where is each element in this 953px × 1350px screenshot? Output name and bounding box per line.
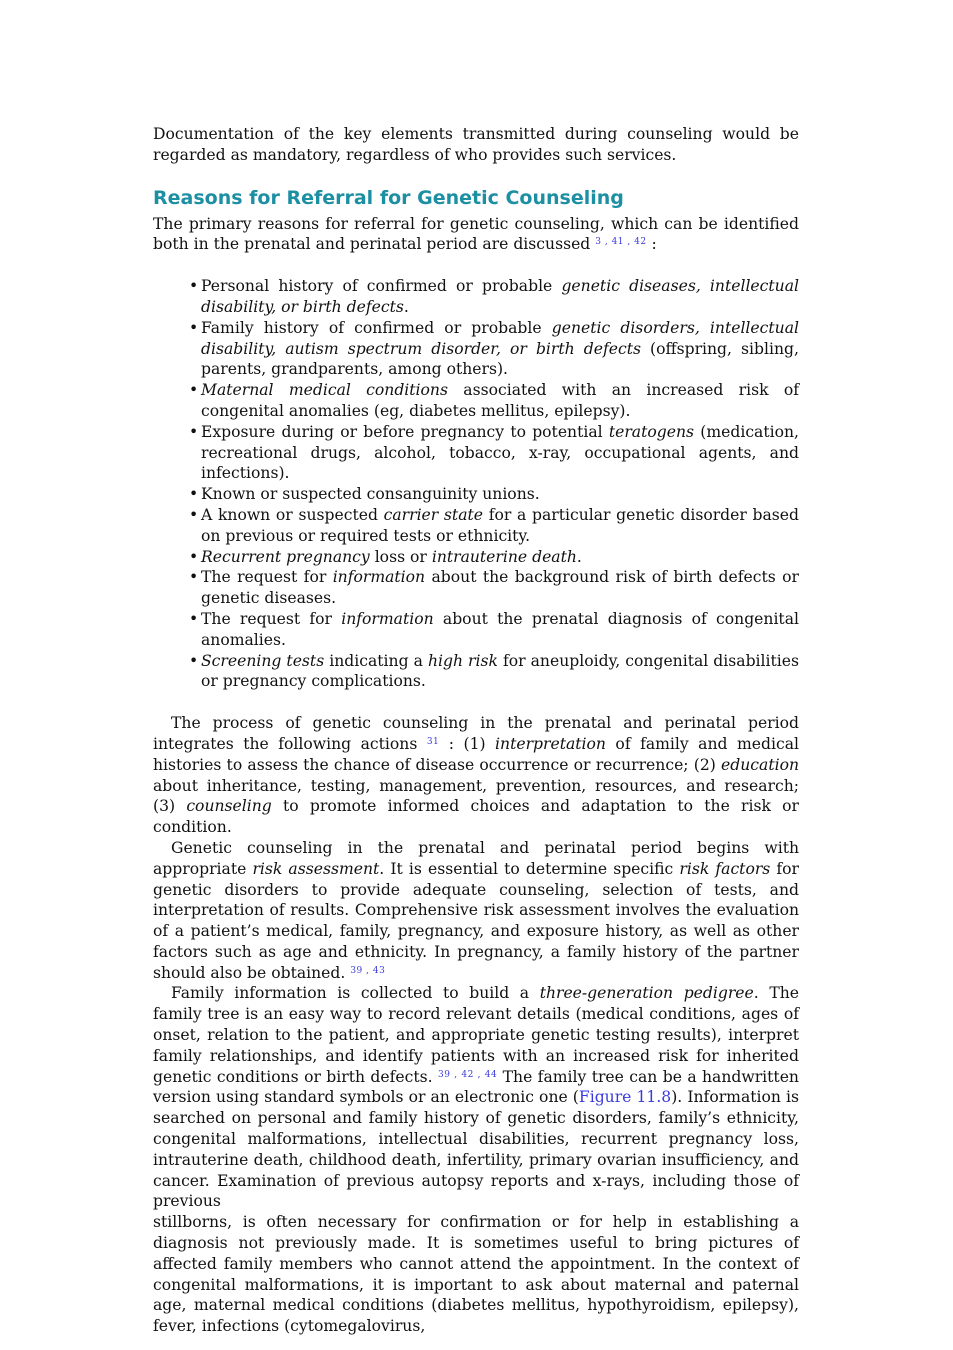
list-item: • Recurrent pregnancy loss or intrauterine death. bbox=[201, 547, 799, 568]
citation-ref[interactable]: 39 , 42 , 44 bbox=[437, 1069, 498, 1080]
figure-link[interactable]: Figure 11.8 bbox=[578, 1088, 672, 1107]
list-item: • The request for information about the background risk of birth defects or genetic diseases. bbox=[201, 567, 799, 609]
referral-reasons-list bbox=[153, 276, 799, 692]
list-item: • Exposure during or before pregnancy to potential teratogens (medication, recreational drugs, alcohol, tobacco, x-ray, occupational agents, and infections). bbox=[201, 422, 799, 484]
list-item: • The request for information about the prenatal diagnosis of congenital anomalies. bbox=[201, 609, 799, 651]
list-item: • Known or suspected consanguinity unions. bbox=[201, 484, 799, 505]
list-item: • Personal history of confirmed or probable genetic diseases, intellectual disability, or birth defects. bbox=[201, 276, 799, 318]
body-paragraph-process: The process of genetic counseling in the prenatal and perinatal period integrates the following actions $^{31}$ : (1) interpretation of family and medical histories to assess the chance of disease occurrence or recurrence; (2) education about inheritance, testing, management, prevention, resources, and research; (3) counseling to promote informed choices and adaptation to the risk or condition. bbox=[153, 714, 800, 837]
citation-ref[interactable]: 3 , 41 , 42 bbox=[595, 237, 647, 248]
intro-paragraph: Documentation of the key elements transmitted during counseling would be regarded as mandatory, regardless of who provides such services. bbox=[153, 125, 799, 164]
body-paragraph-continued: stillborns, is often necessary for confirmation or for help in establishing a diagnosis not previously made. It is sometimes useful to bring pictures of affected family members who cannot attend the appointment. In the context of congenital malformations, it is important to ask about maternal and paternal age, maternal medical conditions (diabetes mellitus, hypothyroidism, epilepsy), fever, infections (cytomegalovirus, bbox=[153, 1213, 799, 1336]
citation-ref[interactable]: 39 , 43 bbox=[350, 965, 386, 976]
lead-paragraph: The primary reasons for referral for genetic counseling, which can be identified both in the prenatal and perinatal period are discussed $^{3 , 41 , 42}$ : bbox=[153, 214, 799, 254]
citation-ref[interactable]: 31 bbox=[426, 736, 440, 747]
text-column bbox=[153, 124, 799, 1337]
list-item: • Family history of confirmed or probable genetic disorders, intellectual disability, autism spectrum disorder, or birth defects (offspring, sibling, parents, grandparents, among others). bbox=[201, 318, 799, 380]
list-item: • A known or suspected carrier state for a particular genetic disorder based on previous or required tests or ethnicity. bbox=[201, 505, 799, 547]
body-paragraph-pedigree: Family information is collected to build a three-generation pedigree. The family tree is an easy way to record relevant details (medical conditions, ages of onset, relation to the patient, and appropriate genetic testing results), interpret family relationships, and identify patients with an increased risk for inherited genetic conditions or birth defects. $^{39 , 42 , 44}$ The family tree can be a handwritten version using standard symbols or an electronic one (Figure 11.8). Information is searched on personal and family history of genetic disorders, family’s ethnicity, congenital malformations, intellectual disabilities, recurrent pregnancy loss, intrauterine death, childhood death, infertility, primary ovarian insufficiency, and cancer. Examination of previous autopsy reports and x-rays, including those of previous bbox=[153, 984, 799, 1211]
body-paragraph-risk-assessment: Genetic counseling in the prenatal and perinatal period begins with appropriate risk assessment. It is essential to determine specific risk factors for genetic disorders to provide adequate counseling, selection of tests, and interpretation of results. Comprehensive risk assessment involves the evaluation of a patient’s medical, family, pregnancy, and exposure history, as well as other factors such as age and ethnicity. In pregnancy, a family history of the partner should also be obtained. $^{39 , 43}$ bbox=[153, 838, 800, 982]
list-item: • Maternal medical conditions associated with an increased risk of congenital anomalies (eg, diabetes mellitus, epilepsy). bbox=[201, 380, 799, 422]
section-heading: Reasons for Referral for Genetic Counseling bbox=[153, 186, 624, 209]
list-item: • Screening tests indicating a high risk for aneuploidy, congenital disabilities or pregnancy complications. bbox=[201, 651, 799, 693]
